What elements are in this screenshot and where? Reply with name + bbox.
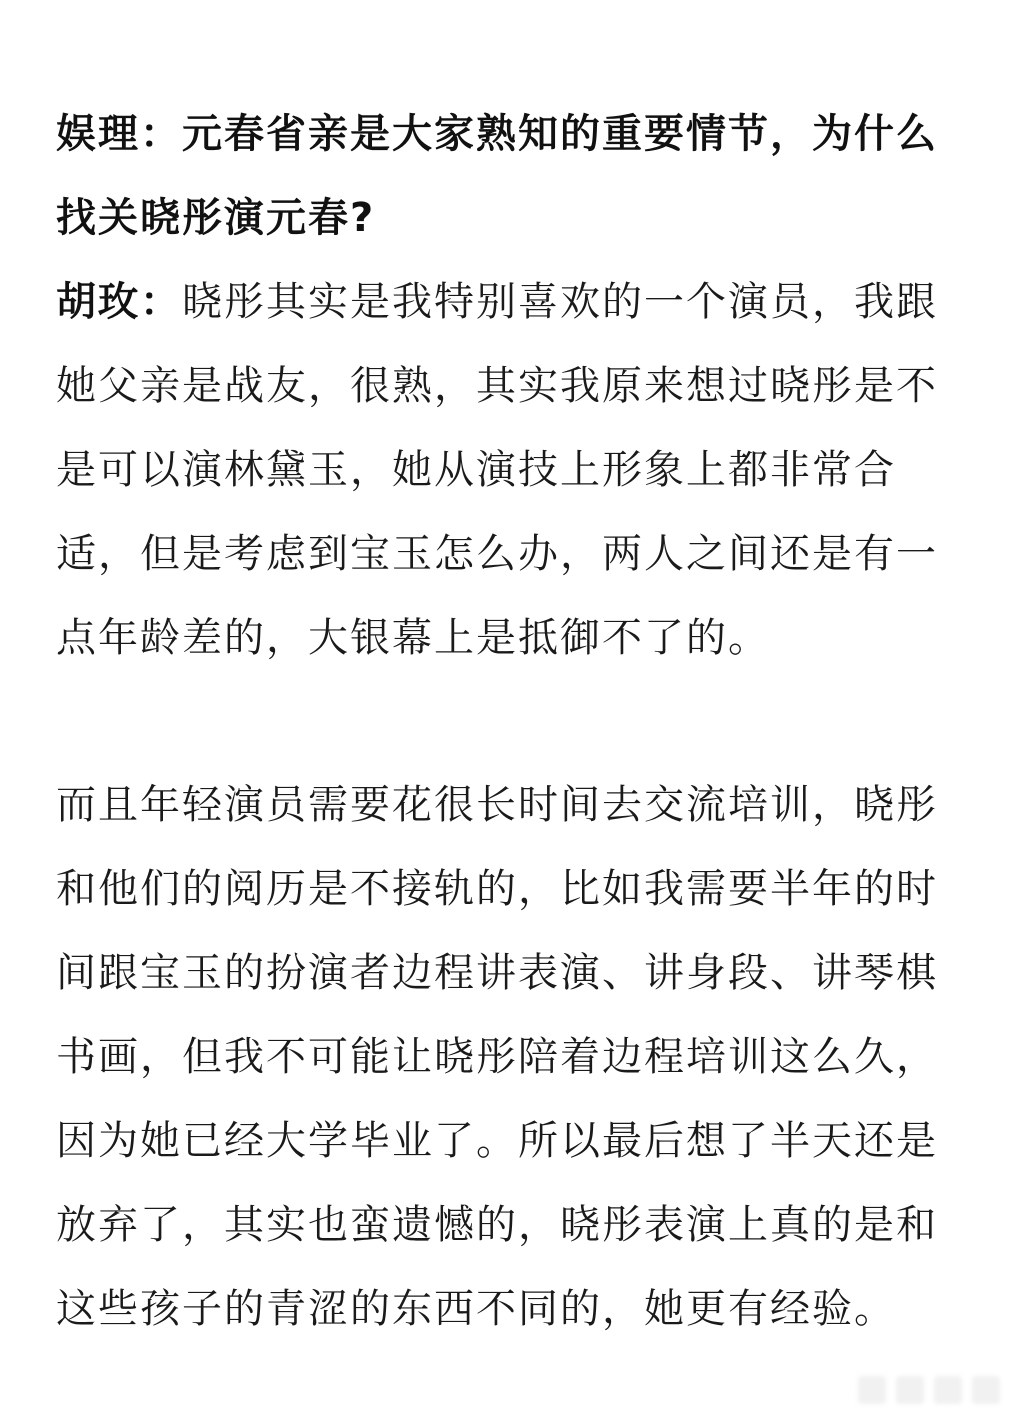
article-body [56,92,972,1351]
question-line: 找关晓彤演元春? [56,195,376,241]
paragraph-line: 放弃了，其实也蛮遗憾的，晓彤表演上真的是和 [56,1202,938,1248]
paragraph-line: 这些孩子的青涩的东西不同的，她更有经验。 [56,1286,896,1332]
watermark-mark [972,1376,1000,1404]
paragraph-gap [56,680,972,763]
answer-line: 点年龄差的，大银幕上是抵御不了的。 [56,615,770,661]
paragraph-line: 间跟宝玉的扮演者边程讲表演、讲身段、讲琴棋 [56,950,938,996]
paragraph-line: 和他们的阅历是不接轨的，比如我需要半年的时 [56,866,938,912]
question-line: 娱理：元春省亲是大家熟知的重要情节，为什么 [56,111,938,157]
watermark-mark [896,1376,924,1404]
paragraph-line: 而且年轻演员需要花很长时间去交流培训，晓彤 [56,782,938,828]
interview-question [56,92,972,260]
answer-line: 她父亲是战友，很熟，其实我原来想过晓彤是不 [56,363,938,409]
blurred-watermark [840,1368,1000,1412]
paragraph-line: 因为她已经大学毕业了。所以最后想了半天还是 [56,1118,938,1164]
interview-answer [56,260,972,680]
paragraph-line: 书画，但我不可能让晓彤陪着边程培训这么久， [56,1034,938,1080]
answer-line: 是可以演林黛玉，她从演技上形象上都非常合 [56,447,896,493]
answer-first-line-text: 晓彤其实是我特别喜欢的一个演员，我跟 [182,279,938,325]
watermark-mark [858,1376,886,1404]
answer-paragraph-2 [56,763,972,1351]
answer-line: 适，但是考虑到宝玉怎么办，两人之间还是有一 [56,531,938,577]
watermark-mark [934,1376,962,1404]
answer-first-line [56,260,972,344]
speaker-label: 胡玫： [56,279,182,325]
